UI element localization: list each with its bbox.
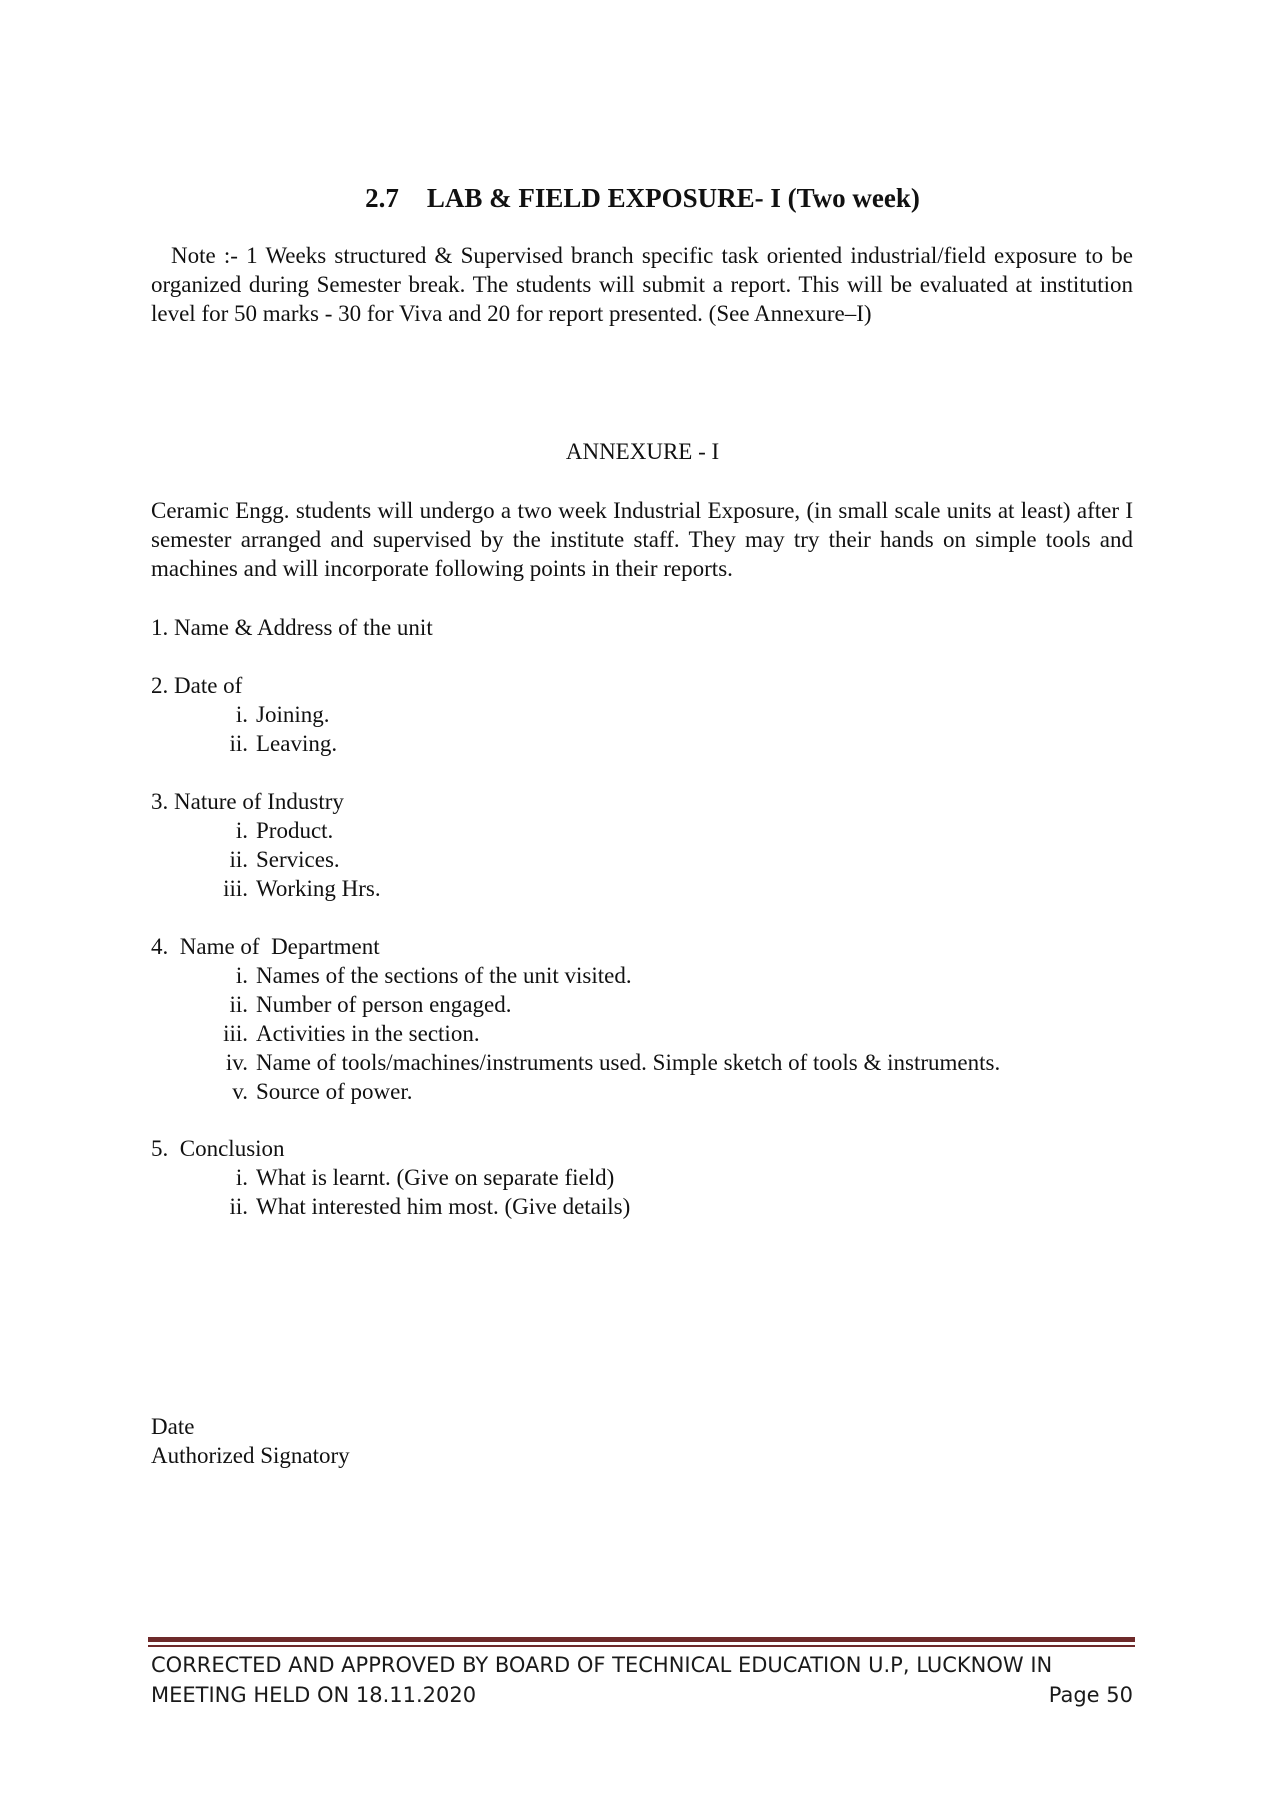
point-heading: 5. Conclusion xyxy=(151,1136,285,1161)
point-heading: 1. Name & Address of the unit xyxy=(151,615,433,640)
sub-item-text: Working Hrs. xyxy=(256,876,381,901)
section-heading xyxy=(150,183,1135,214)
sub-item-text: Joining. xyxy=(256,702,330,727)
sub-item xyxy=(151,845,381,874)
sub-item-list xyxy=(151,961,1000,1106)
section-title: LAB & FIELD EXPOSURE- I (Two week) xyxy=(426,183,920,213)
sub-item-number: i. xyxy=(235,963,248,988)
sub-item-number: ii. xyxy=(229,847,248,872)
report-point-3 xyxy=(151,787,381,903)
sub-item-number: i. xyxy=(235,702,248,727)
sub-item xyxy=(151,1077,1000,1106)
annexure-intro: Ceramic Engg. students will undergo a two week Industrial Exposure, (in small scale units at least) after I semester arranged and supervised by the institute staff. They may try their hands on simple tools and machines and will incorporate following points in their reports. xyxy=(151,498,1133,581)
sub-item-number: ii. xyxy=(229,1194,248,1219)
sub-item-text: Services. xyxy=(256,847,340,872)
sub-item xyxy=(151,1192,630,1221)
sub-item-list xyxy=(151,700,337,758)
point-heading: 4. Name of Department xyxy=(151,934,380,959)
point-heading: 3. Nature of Industry xyxy=(151,789,344,814)
annexure-title: ANNEXURE - I xyxy=(565,439,720,464)
sub-item-number: iii. xyxy=(223,876,248,901)
sub-item xyxy=(151,961,1000,990)
sub-item-text: What is learnt. (Give on separate field) xyxy=(256,1165,615,1190)
sub-item xyxy=(151,1048,1000,1077)
sub-item xyxy=(151,1019,1000,1048)
sub-item-text: Activities in the section. xyxy=(256,1021,480,1046)
sub-item-number: ii. xyxy=(229,731,248,756)
sub-item xyxy=(151,1163,630,1192)
sub-item-text: What interested him most. (Give details) xyxy=(256,1194,631,1219)
note-paragraph: Note :- 1 Weeks structured & Supervised branch specific task oriented industrial/field exposure to be organized during Semester break. The students will submit a report. This will be evaluated at institution level for 50 marks - 30 for Viva and 20 for report presented. (See Annexure–I) xyxy=(151,243,1133,326)
sub-item xyxy=(151,816,381,845)
sub-item xyxy=(151,729,337,758)
date-label: Date xyxy=(151,1414,195,1439)
page-number: Page 50 xyxy=(1048,1683,1133,1707)
footer-rule-thin xyxy=(148,1645,1135,1647)
section-number: 2.7 xyxy=(365,183,399,213)
signature-block xyxy=(151,1412,350,1470)
page-footer xyxy=(151,1650,1133,1710)
point-heading: 2. Date of xyxy=(151,673,243,698)
footer-approval-line: CORRECTED AND APPROVED BY BOARD OF TECHNICAL EDUCATION U.P, LUCKNOW IN xyxy=(151,1653,1053,1677)
sub-item xyxy=(151,990,1000,1019)
sub-item-number: iv. xyxy=(225,1050,248,1075)
sub-item-text: Product. xyxy=(256,818,334,843)
sub-item xyxy=(151,874,381,903)
sub-item-text: Names of the sections of the unit visited. xyxy=(256,963,632,988)
signatory-label: Authorized Signatory xyxy=(151,1443,350,1468)
sub-item-text: Leaving. xyxy=(256,731,338,756)
report-point-5 xyxy=(151,1134,630,1221)
footer-meeting-line: MEETING HELD ON 18.11.2020 xyxy=(151,1683,477,1707)
sub-item xyxy=(151,700,337,729)
sub-item-number: i. xyxy=(235,818,248,843)
sub-item-number: ii. xyxy=(229,992,248,1017)
sub-item-list xyxy=(151,1163,630,1221)
sub-item-list xyxy=(151,816,381,903)
report-point-2 xyxy=(151,671,337,758)
sub-item-number: iii. xyxy=(223,1021,248,1046)
footer-rule-thick xyxy=(148,1637,1135,1642)
sub-item-text: Name of tools/machines/instruments used. Simple sketch of tools & instruments. xyxy=(256,1050,1001,1075)
report-point-4 xyxy=(151,932,1000,1106)
sub-item-text: Source of power. xyxy=(256,1079,413,1104)
report-point-1 xyxy=(151,613,433,642)
sub-item-number: v. xyxy=(232,1079,248,1104)
sub-item-number: i. xyxy=(235,1165,248,1190)
sub-item-text: Number of person engaged. xyxy=(256,992,512,1017)
